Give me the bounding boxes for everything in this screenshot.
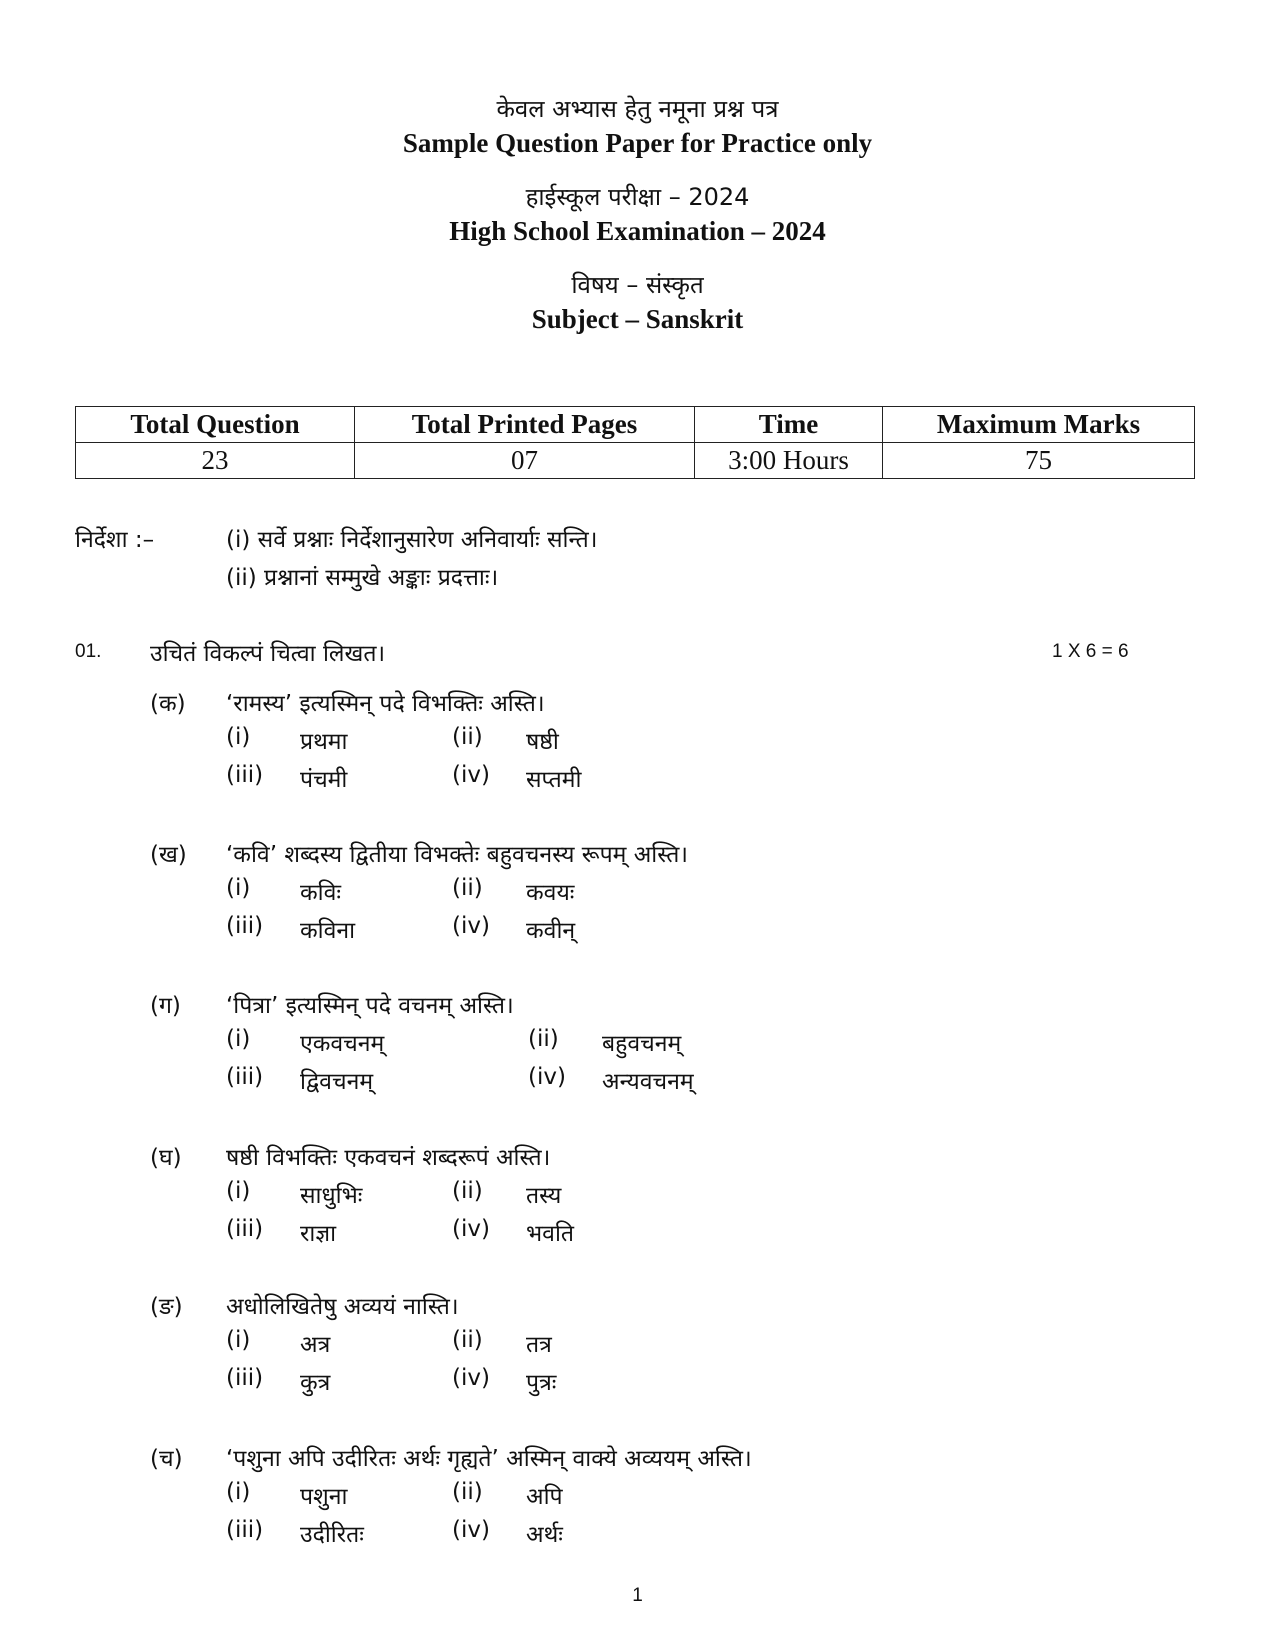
title-hindi: केवल अभ्यास हेतु नमूना प्रश्न पत्र	[496, 95, 779, 123]
exam-hindi: हाईस्कूल परीक्षा – 2024	[525, 183, 750, 211]
option-number: (i)	[226, 875, 251, 901]
option-text: अत्र	[300, 1332, 331, 1358]
option-text: सप्तमी	[526, 767, 582, 793]
option-text: बहुवचनम्	[602, 1031, 682, 1057]
header-total-question: Total Question	[76, 407, 355, 443]
option-text: कविः	[300, 880, 342, 906]
option-number: (i)	[226, 724, 251, 750]
subject-english: Subject – Sanskrit	[531, 304, 744, 334]
option-text: अपि	[526, 1484, 563, 1510]
sub-question-label: (ग)	[150, 993, 181, 1019]
option-text: भवति	[526, 1221, 575, 1247]
option-text: उदीरितः	[300, 1522, 364, 1548]
option-number: (ii)	[452, 875, 483, 901]
instruction-2: (ii) प्रश्नानां सम्मुखे अङ्काः प्रदत्ताः।	[226, 565, 499, 591]
table-value-row	[76, 443, 1195, 479]
option-text: षष्ठी	[526, 729, 559, 755]
sub-question-text: ‘पशुना अपि उदीरितः अर्थः गृह्यते’ अस्मिन् वाक्ये अव्ययम् अस्ति।	[226, 1446, 752, 1472]
option-text: प्रथमा	[300, 729, 348, 755]
sub-question-label: (घ)	[150, 1145, 182, 1171]
option-number: (ii)	[452, 724, 483, 750]
option-text: राज्ञा	[300, 1221, 337, 1247]
option-text: कविना	[300, 918, 356, 944]
title-english: Sample Question Paper for Practice only	[402, 128, 873, 158]
header-total-pages: Total Printed Pages	[355, 407, 695, 443]
option-text: पंचमी	[300, 767, 348, 793]
exam-english: High School Examination – 2024	[449, 216, 826, 246]
instructions-label: निर्देशा :–	[75, 527, 155, 553]
header-maximum-marks: Maximum Marks	[883, 407, 1195, 443]
option-text: कवयः	[526, 880, 575, 906]
option-number: (iv)	[452, 1517, 490, 1543]
option-text: पशुना	[300, 1484, 348, 1510]
sub-question-text: ‘कवि’ शब्दस्य द्वितीया विभक्तेः बहुवचनस्य रूपम् अस्ति।	[226, 842, 689, 868]
value-maximum-marks: 75	[883, 443, 1195, 479]
option-text: साधुभिः	[300, 1183, 363, 1209]
option-text: तत्र	[526, 1332, 552, 1358]
sub-question-label: (ङ)	[150, 1294, 183, 1320]
sub-question-label: (क)	[150, 691, 186, 717]
option-number: (ii)	[452, 1479, 483, 1505]
sub-question-text: ‘पित्रा’ इत्यस्मिन् पदे वचनम् अस्ति।	[226, 993, 514, 1019]
instruction-1: (i) सर्वे प्रश्नाः निर्देशानुसारेण अनिवार्याः सन्ति।	[226, 527, 598, 553]
sub-question-label: (च)	[150, 1446, 183, 1472]
option-number: (iv)	[528, 1064, 566, 1090]
option-text: अर्थः	[526, 1522, 563, 1548]
option-number: (iv)	[452, 1365, 490, 1391]
option-number: (i)	[226, 1026, 251, 1052]
sub-question-label: (ख)	[150, 842, 187, 868]
option-number: (i)	[226, 1327, 251, 1353]
option-number: (i)	[226, 1479, 251, 1505]
option-number: (iv)	[452, 913, 490, 939]
question-number: 01.	[75, 641, 102, 662]
option-number: (iii)	[226, 1216, 264, 1242]
option-number: (iii)	[226, 1517, 264, 1543]
option-number: (ii)	[528, 1026, 559, 1052]
question-text: उचितं विकल्पं चित्वा लिखत।	[150, 641, 386, 667]
subject-hindi: विषय – संस्कृत	[571, 271, 704, 299]
sub-question-text: षष्ठी विभक्तिः एकवचनं शब्दरूपं अस्ति।	[226, 1145, 551, 1171]
option-text: कवीन्	[526, 918, 576, 944]
exam-info-table	[75, 406, 1195, 479]
option-number: (ii)	[452, 1178, 483, 1204]
option-text: अन्यवचनम्	[602, 1069, 694, 1095]
option-number: (iii)	[226, 913, 264, 939]
option-text: तस्य	[526, 1183, 562, 1209]
question-marks: 1 X 6 = 6	[1052, 641, 1129, 662]
option-number: (ii)	[452, 1327, 483, 1353]
page-number: 1	[632, 1585, 643, 1606]
option-number: (iv)	[452, 1216, 490, 1242]
option-text: पुत्रः	[526, 1370, 557, 1396]
option-text: द्विवचनम्	[300, 1069, 374, 1095]
table-header-row	[76, 407, 1195, 443]
sub-question-text: अधोलिखितेषु अव्ययं नास्ति।	[226, 1294, 459, 1320]
option-number: (iii)	[226, 762, 264, 788]
value-time: 3:00 Hours	[695, 443, 883, 479]
option-number: (iv)	[452, 762, 490, 788]
value-total-pages: 07	[355, 443, 695, 479]
option-number: (iii)	[226, 1064, 264, 1090]
option-number: (i)	[226, 1178, 251, 1204]
value-total-question: 23	[76, 443, 355, 479]
option-text: एकवचनम्	[300, 1031, 385, 1057]
option-text: कुत्र	[300, 1370, 331, 1396]
header-time: Time	[695, 407, 883, 443]
sub-question-text: ‘रामस्य’ इत्यस्मिन् पदे विभक्तिः अस्ति।	[226, 691, 545, 717]
option-number: (iii)	[226, 1365, 264, 1391]
